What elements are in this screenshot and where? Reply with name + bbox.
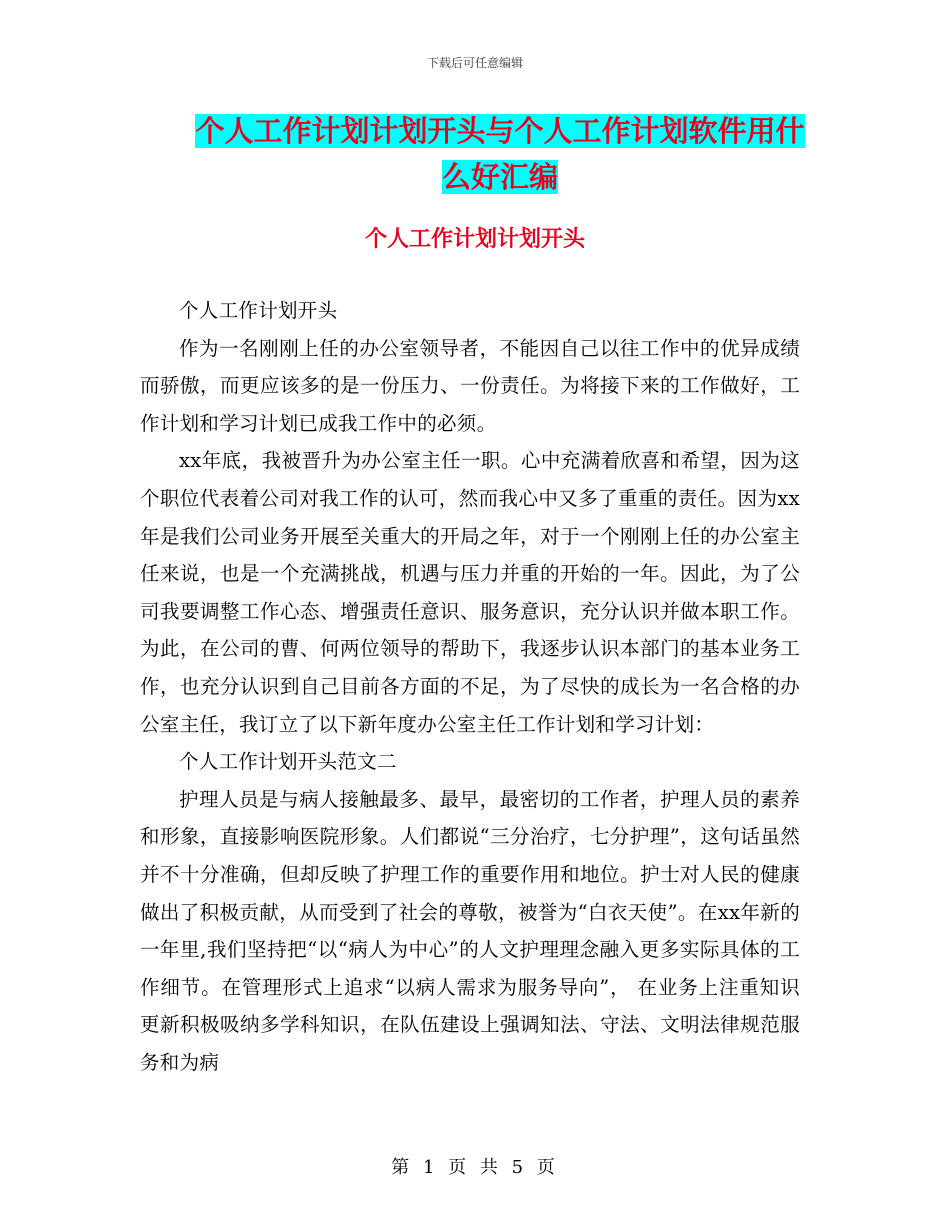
page-footer: 第 1 页 共 5 页 (391, 1157, 559, 1178)
paragraph: 作为一名刚刚上任的办公室领导者，不能因自己以往工作中的优异成绩而骄傲，而更应该多的是一份压力、一份责任。为将接下来的工作做好，工作计划和学习计划已成我工作中的必须。 (140, 336, 800, 435)
document-title (190, 108, 810, 200)
paragraph-subtitle-2: 个人工作计划开头范文二 (179, 750, 397, 774)
paragraph-subtitle-1: 个人工作计划开头 (179, 299, 338, 322)
section-title: 个人工作计划计划开头 (364, 227, 585, 252)
header-note: 下载后可任意编辑 (426, 56, 523, 70)
document-body (140, 292, 800, 1081)
document-title-text: 个人工作计划计划开头与个人工作计划软件用什么好汇编 (195, 114, 805, 194)
paragraph: xx年底，我被晋升为办公室主任一职。心中充满着欣喜和希望，因为这个职位代表着公司对我工作的认可，然而我心中又多了重重的责任。因为xx年是我们公司业务开展至关重大的开局之年，对于一个刚刚上任的办公室主任来说，也是一个充满挑战，机遇与压力并重的开始的一年。因此，为了公司我要调整工作心态、增强责任意识、服务意识，充分认识并做本职工作。为此，在公司的曹、何两位领导的帮助下，我逐步认识本部门的基本业务工作，也充分认识到自己目前各方面的不足，为了尽快的成长为一名合格的办公室主任，我订立了以下新年度办公室主任工作计划和学习计划： (140, 449, 800, 736)
paragraph: 护理人员是与病人接触最多、最早，最密切的工作者，护理人员的素养和形象，直接影响医院形象。人们都说“三分治疗，七分护理”，这句话虽然并不十分准确，但却反映了护理工作的重要作用和地位。护士对人民的健康做出了积极贡献，从而受到了社会的尊敬，被誉为“白衣天使”。在xx年新的一年里,我们坚持把“以“病人为中心”的人文护理理念融入更多实际具体的工作细节。在管理形式上追求“以病人需求为服务导向”， 在业务上注重知识更新积极吸纳多学科知识，在队伍建设上强调知法、守法、文明法律规范服务和为病 (140, 787, 800, 1074)
